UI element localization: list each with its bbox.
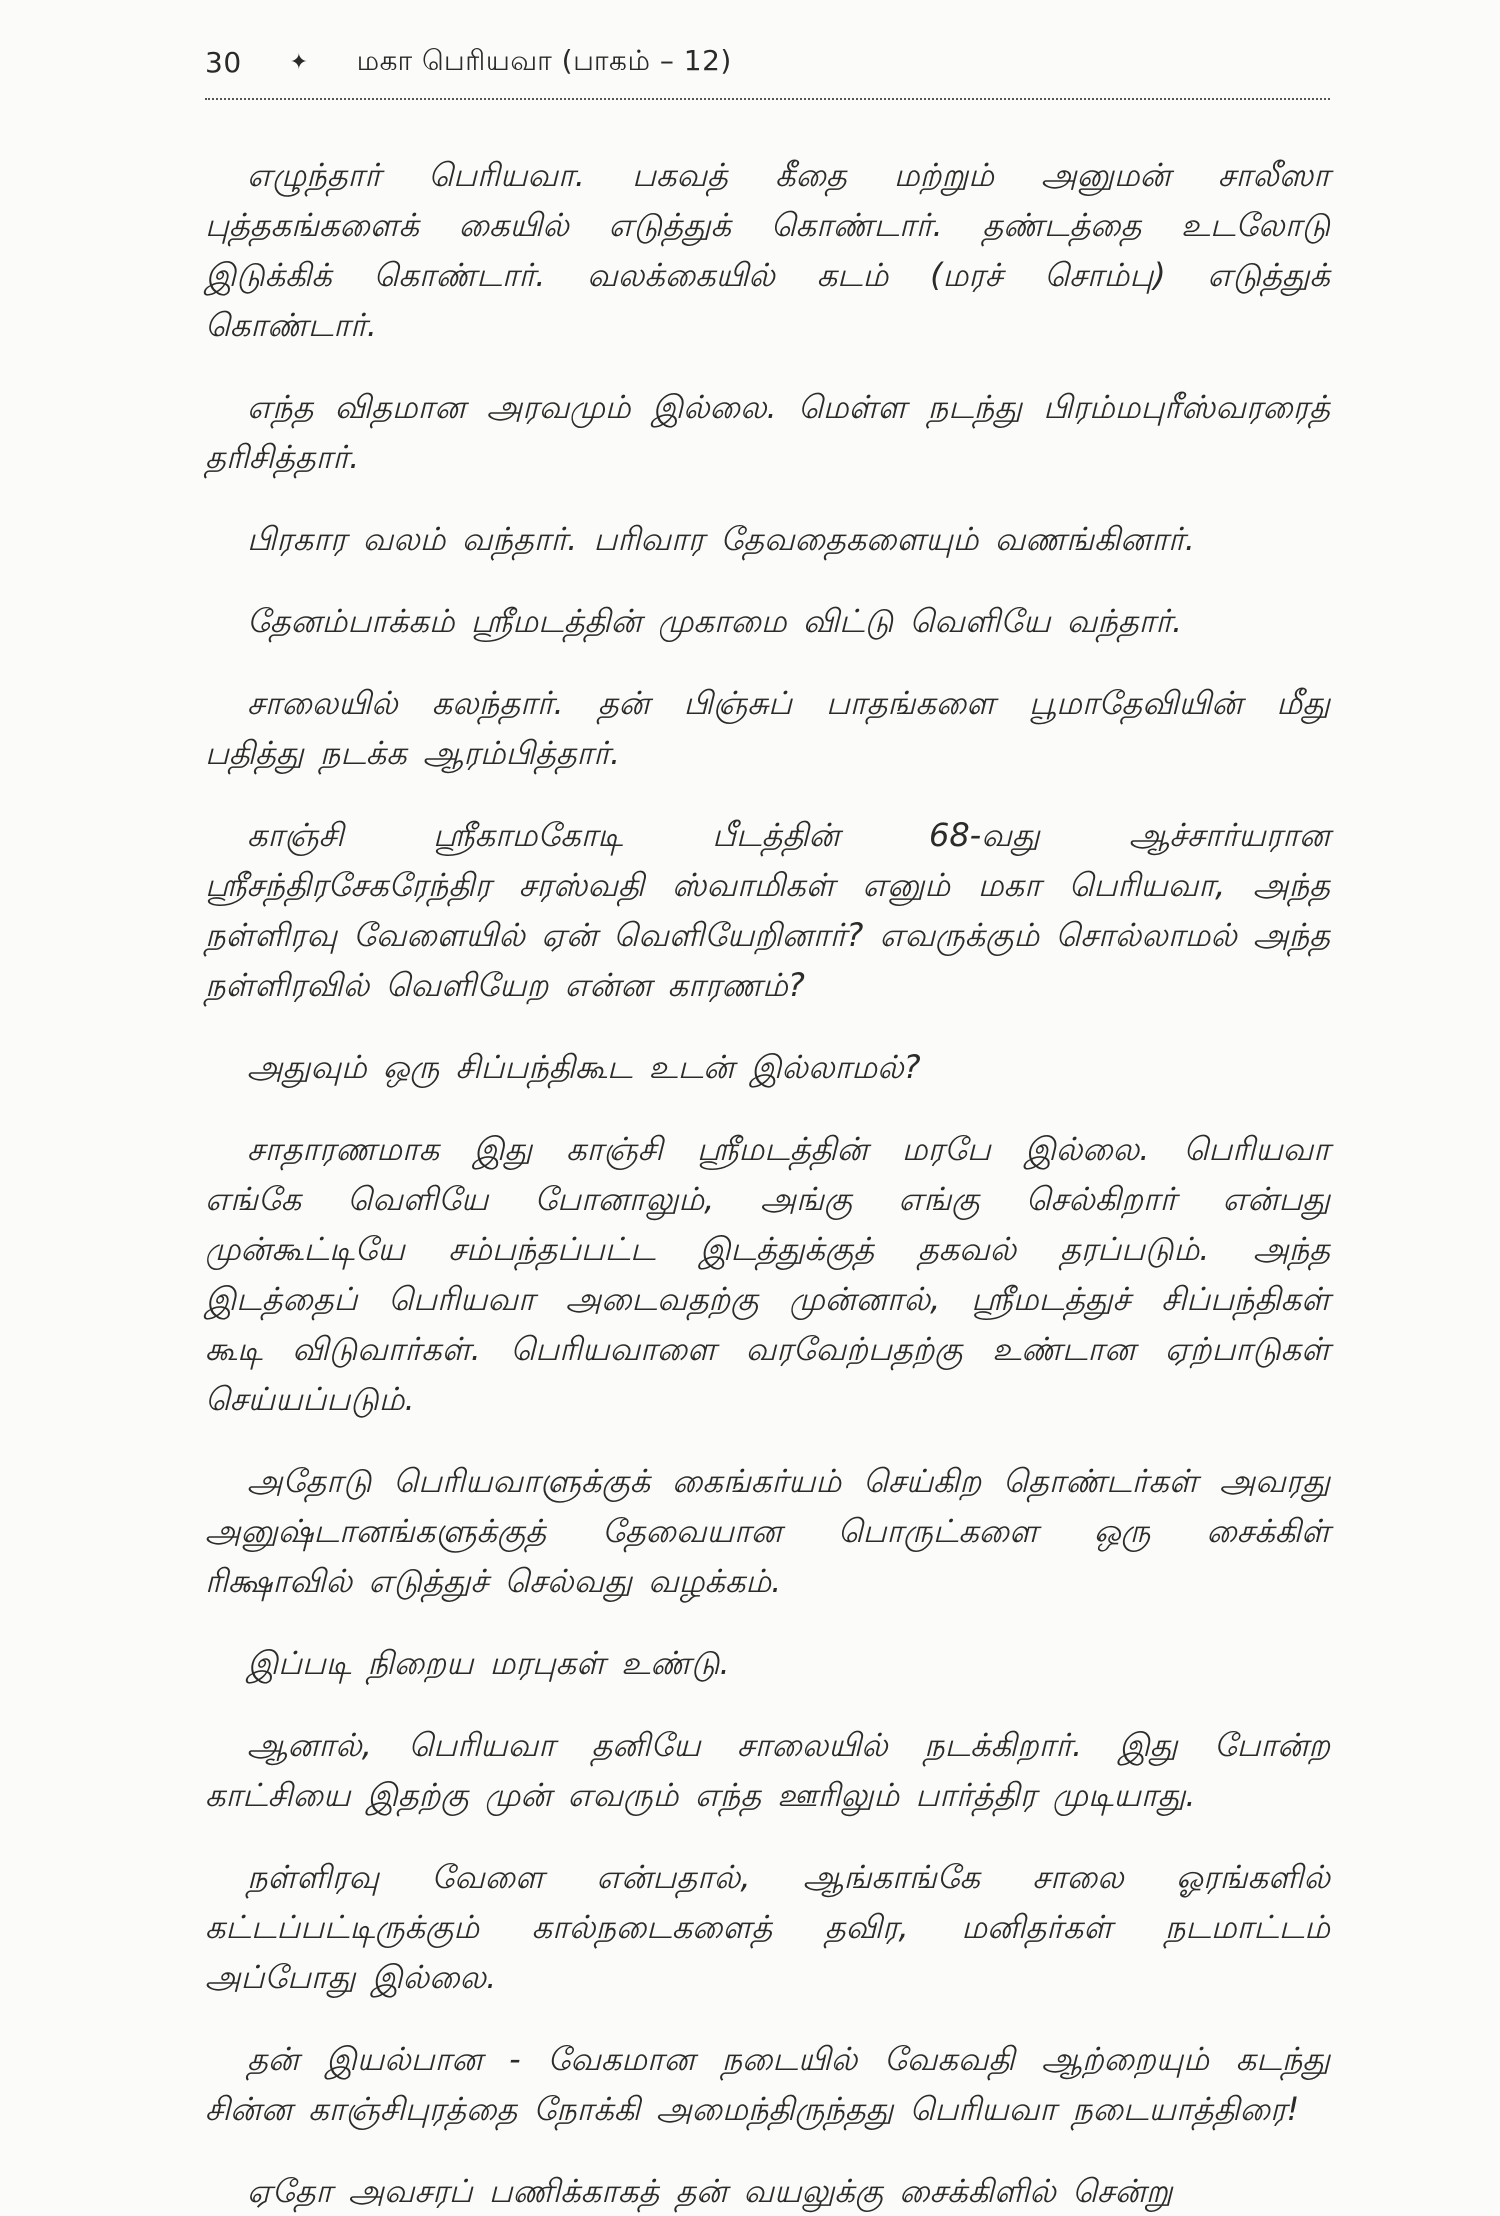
page-body — [205, 150, 1330, 2216]
paragraph: சாதாரணமாக இது காஞ்சி ஸ்ரீமடத்தின் மரபே இல்லை. பெரியவா எங்கே வெளியே போனாலும், அங்கு எங்கு செல்கிறார் என்பது முன்கூட்டியே சம்பந்தப்பட்ட இடத்துக்குத் தகவல் தரப்படும். அந்த இடத்தைப் பெரியவா அடைவதற்கு முன்னால், ஸ்ரீமடத்துச் சிப்பந்திகள் கூடி விடுவார்கள். பெரியவாளை வரவேற்பதற்கு உண்டான ஏற்பாடுகள் செய்யப்படும். — [205, 1130, 1330, 1418]
page-header — [205, 30, 1330, 94]
book-page — [205, 30, 1331, 2210]
paragraph: பிரகார வலம் வந்தார். பரிவார தேவதைகளையும் வணங்கினார். — [247, 520, 1195, 558]
header-divider — [205, 98, 1330, 100]
page-number: 30 — [205, 45, 242, 79]
paragraph: எழுந்தார் பெரியவா. பகவத் கீதை மற்றும் அனுமன் சாலீஸா புத்தகங்களைக் கையில் எடுத்துக் கொண்டார். தண்டத்தை உடலோடு இடுக்கிக் கொண்டார். வலக்கையில் கடம் (மரச் சொம்பு) எடுத்துக் கொண்டார். — [205, 156, 1330, 344]
paragraph: தேனம்பாக்கம் ஸ்ரீமடத்தின் முகாமை விட்டு வெளியே வந்தார். — [247, 602, 1183, 640]
book-title: மகா பெரியவா (பாகம் – 12) — [356, 43, 732, 77]
paragraph: காஞ்சி ஸ்ரீகாமகோடி பீடத்தின் 68-வது ஆச்சார்யரான ஸ்ரீசந்திரசேகரேந்திர சரஸ்வதி ஸ்வாமிகள் எனும் மகா பெரியவா, அந்த நள்ளிரவு வேளையில் ஏன் வெளியேறினார்? எவருக்கும் சொல்லாமல் அந்த நள்ளிரவில் வெளியேற என்ன காரணம்? — [205, 816, 1331, 1004]
paragraph: எந்த விதமான அரவமும் இல்லை. மெள்ள நடந்து பிரம்மபுரீஸ்வரரைத் தரிசித்தார். — [205, 388, 1330, 476]
paragraph-continued: ஏதோ அவசரப் பணிக்காகத் தன் வயலுக்கு சைக்கிளில் சென்று — [247, 2172, 1173, 2210]
paragraph: ஆனால், பெரியவா தனியே சாலையில் நடக்கிறார். இது போன்ற காட்சியை இதற்கு முன் எவரும் எந்த ஊரிலும் பார்த்திர முடியாது. — [205, 1726, 1330, 1814]
paragraph: இப்படி நிறைய மரபுகள் உண்டு. — [247, 1644, 730, 1682]
separator-star-icon: ✦ — [289, 49, 309, 75]
paragraph: அதோடு பெரியவாளுக்குக் கைங்கர்யம் செய்கிற தொண்டர்கள் அவரது அனுஷ்டானங்களுக்குத் தேவையான பொருட்களை ஒரு சைக்கிள் ரிக்ஷாவில் எடுத்துச் செல்வது வழக்கம். — [205, 1462, 1330, 1600]
paragraph: அதுவும் ஒரு சிப்பந்திகூட உடன் இல்லாமல்? — [247, 1048, 921, 1086]
paragraph: தன் இயல்பான - வேகமான நடையில் வேகவதி ஆற்றையும் கடந்து சின்ன காஞ்சிபுரத்தை நோக்கி அமைந்திருந்தது பெரியவா நடையாத்திரை! — [205, 2040, 1330, 2128]
paragraph: சாலையில் கலந்தார். தன் பிஞ்சுப் பாதங்களை பூமாதேவியின் மீது பதித்து நடக்க ஆரம்பித்தார். — [205, 684, 1330, 772]
paragraph: நள்ளிரவு வேளை என்பதால், ஆங்காங்கே சாலை ஓரங்களில் கட்டப்பட்டிருக்கும் கால்நடைகளைத் தவிர, மனிதர்கள் நடமாட்டம் அப்போது இல்லை. — [205, 1858, 1330, 1996]
